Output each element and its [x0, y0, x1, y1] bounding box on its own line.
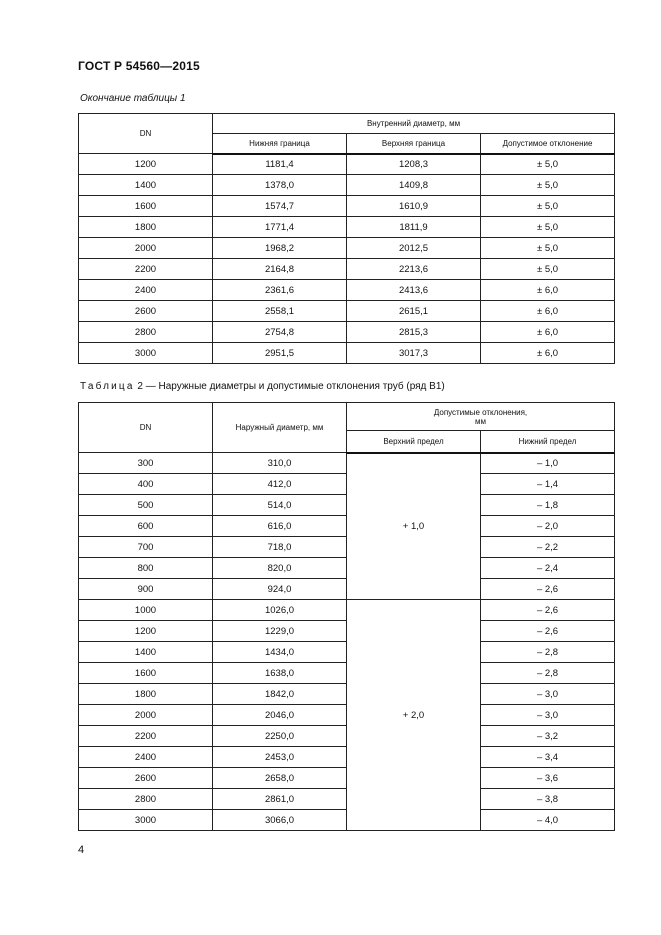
table-cell: 1378,0: [213, 175, 347, 196]
table-cell: 1771,4: [213, 217, 347, 238]
table-cell: 3017,3: [347, 343, 481, 364]
table-cell: – 3,4: [481, 747, 615, 768]
table-cell: 1208,3: [347, 154, 481, 175]
table-cell: – 2,4: [481, 558, 615, 579]
table-cell: 900: [79, 579, 213, 600]
table-cell: 718,0: [213, 537, 347, 558]
table1-caption: Окончание таблицы 1: [80, 93, 186, 104]
table-row: [79, 238, 615, 259]
table2-caption-label: Таблица: [80, 381, 135, 392]
table-cell: ± 6,0: [481, 343, 615, 364]
table-cell: – 2,6: [481, 579, 615, 600]
table-cell: 2413,6: [347, 280, 481, 301]
table-cell: 3000: [79, 810, 213, 831]
table-cell: 2600: [79, 301, 213, 322]
table-cell: – 4,0: [481, 810, 615, 831]
table-cell: 2250,0: [213, 726, 347, 747]
table-cell: 1638,0: [213, 663, 347, 684]
table-cell: – 3,0: [481, 684, 615, 705]
table-cell: 3000: [79, 343, 213, 364]
table-cell: 2800: [79, 322, 213, 343]
table-cell: – 2,0: [481, 516, 615, 537]
table-cell: 2600: [79, 768, 213, 789]
table-cell: 1610,9: [347, 196, 481, 217]
table-cell: 2000: [79, 238, 213, 259]
table-cell: 3066,0: [213, 810, 347, 831]
table-cell: ± 5,0: [481, 259, 615, 280]
table-cell: ± 5,0: [481, 196, 615, 217]
table-row: [79, 600, 615, 621]
table-cell: 412,0: [213, 474, 347, 495]
table-cell: 1400: [79, 175, 213, 196]
table-cell: 2400: [79, 747, 213, 768]
table-cell: 1026,0: [213, 600, 347, 621]
table-cell: 500: [79, 495, 213, 516]
table-cell: 2164,8: [213, 259, 347, 280]
table-cell: 1200: [79, 621, 213, 642]
header-inner-diameter: Внутренний диаметр, мм: [213, 114, 615, 134]
table-row: [79, 280, 615, 301]
table-cell: ± 5,0: [481, 175, 615, 196]
table-cell: ± 5,0: [481, 217, 615, 238]
header-upper-limit: Верхний предел: [347, 431, 481, 453]
page-number: 4: [78, 844, 85, 856]
table-cell: 2200: [79, 259, 213, 280]
table-cell: 1800: [79, 684, 213, 705]
header-dn: DN: [79, 403, 213, 453]
table-cell: 600: [79, 516, 213, 537]
table-cell: – 3,6: [481, 768, 615, 789]
header-dn: DN: [79, 114, 213, 154]
table-cell: 1181,4: [213, 154, 347, 175]
table-cell: 2453,0: [213, 747, 347, 768]
outer-diameter-table: [78, 402, 615, 831]
table-cell: – 2,6: [481, 600, 615, 621]
table-cell: 2800: [79, 789, 213, 810]
table-cell: 2012,5: [347, 238, 481, 259]
table-cell: – 1,0: [481, 453, 615, 474]
table-cell: 1600: [79, 663, 213, 684]
header-tolerance: Допустимое отклонение: [481, 134, 615, 154]
table-cell: 1229,0: [213, 621, 347, 642]
table-cell: ± 5,0: [481, 154, 615, 175]
table-cell: 2213,6: [347, 259, 481, 280]
table-cell: 2361,6: [213, 280, 347, 301]
table-cell: 310,0: [213, 453, 347, 474]
table-row: [79, 322, 615, 343]
table-cell: ± 6,0: [481, 301, 615, 322]
header-upper-bound: Верхняя граница: [347, 134, 481, 154]
table-cell: – 3,8: [481, 789, 615, 810]
table-cell: 2046,0: [213, 705, 347, 726]
table-cell: – 2,8: [481, 642, 615, 663]
table-cell: 820,0: [213, 558, 347, 579]
table-cell: – 1,8: [481, 495, 615, 516]
header-tolerances-line1: Допустимые отклонения,: [433, 407, 528, 417]
table-row: [79, 217, 615, 238]
table-cell: – 1,4: [481, 474, 615, 495]
table-cell: 2815,3: [347, 322, 481, 343]
table-row: [79, 196, 615, 217]
table-cell: 2861,0: [213, 789, 347, 810]
table2-caption-text: 2 — Наружные диаметры и допустимые отклонения труб (ряд В1): [134, 381, 445, 392]
table-cell: 1842,0: [213, 684, 347, 705]
header-lower-bound: Нижняя граница: [213, 134, 347, 154]
table-cell: 1574,7: [213, 196, 347, 217]
header-tolerances-line2: мм: [475, 416, 486, 426]
table-cell: – 3,0: [481, 705, 615, 726]
table-cell: – 3,2: [481, 726, 615, 747]
table-row: [79, 259, 615, 280]
table-cell: 514,0: [213, 495, 347, 516]
table-cell: 2558,1: [213, 301, 347, 322]
table-cell: 1600: [79, 196, 213, 217]
table-cell: 1811,9: [347, 217, 481, 238]
table-cell: 2615,1: [347, 301, 481, 322]
table-cell: – 2,8: [481, 663, 615, 684]
header-outer-diameter: Наружный диаметр, мм: [213, 403, 347, 453]
table-cell: 2000: [79, 705, 213, 726]
table-cell: 1968,2: [213, 238, 347, 259]
table-cell: 2754,8: [213, 322, 347, 343]
table-cell: – 2,2: [481, 537, 615, 558]
document-code: ГОСТ Р 54560—2015: [78, 59, 200, 73]
table-cell: ± 5,0: [481, 238, 615, 259]
table-cell: 1409,8: [347, 175, 481, 196]
table-cell: 2658,0: [213, 768, 347, 789]
table-cell: 616,0: [213, 516, 347, 537]
table-row: [79, 343, 615, 364]
table-cell: – 2,6: [481, 621, 615, 642]
table-row: [79, 301, 615, 322]
table-cell: ± 6,0: [481, 280, 615, 301]
upper-limit-cell: + 1,0: [347, 453, 481, 600]
table-cell: 2400: [79, 280, 213, 301]
table-row: [79, 175, 615, 196]
table-cell: 2200: [79, 726, 213, 747]
table-cell: 700: [79, 537, 213, 558]
table-cell: ± 6,0: [481, 322, 615, 343]
table-cell: 2951,5: [213, 343, 347, 364]
table-cell: 924,0: [213, 579, 347, 600]
table-row: [79, 154, 615, 175]
table-row: [79, 453, 615, 474]
inner-diameter-table: [78, 113, 615, 364]
header-tolerances: [347, 403, 615, 431]
table-cell: 1200: [79, 154, 213, 175]
header-lower-limit: Нижний предел: [481, 431, 615, 453]
table-cell: 300: [79, 453, 213, 474]
upper-limit-cell: + 2,0: [347, 600, 481, 831]
table-cell: 1000: [79, 600, 213, 621]
table-cell: 1800: [79, 217, 213, 238]
table-cell: 1400: [79, 642, 213, 663]
table-cell: 400: [79, 474, 213, 495]
table2-caption: [80, 381, 445, 392]
table-cell: 1434,0: [213, 642, 347, 663]
table-cell: 800: [79, 558, 213, 579]
